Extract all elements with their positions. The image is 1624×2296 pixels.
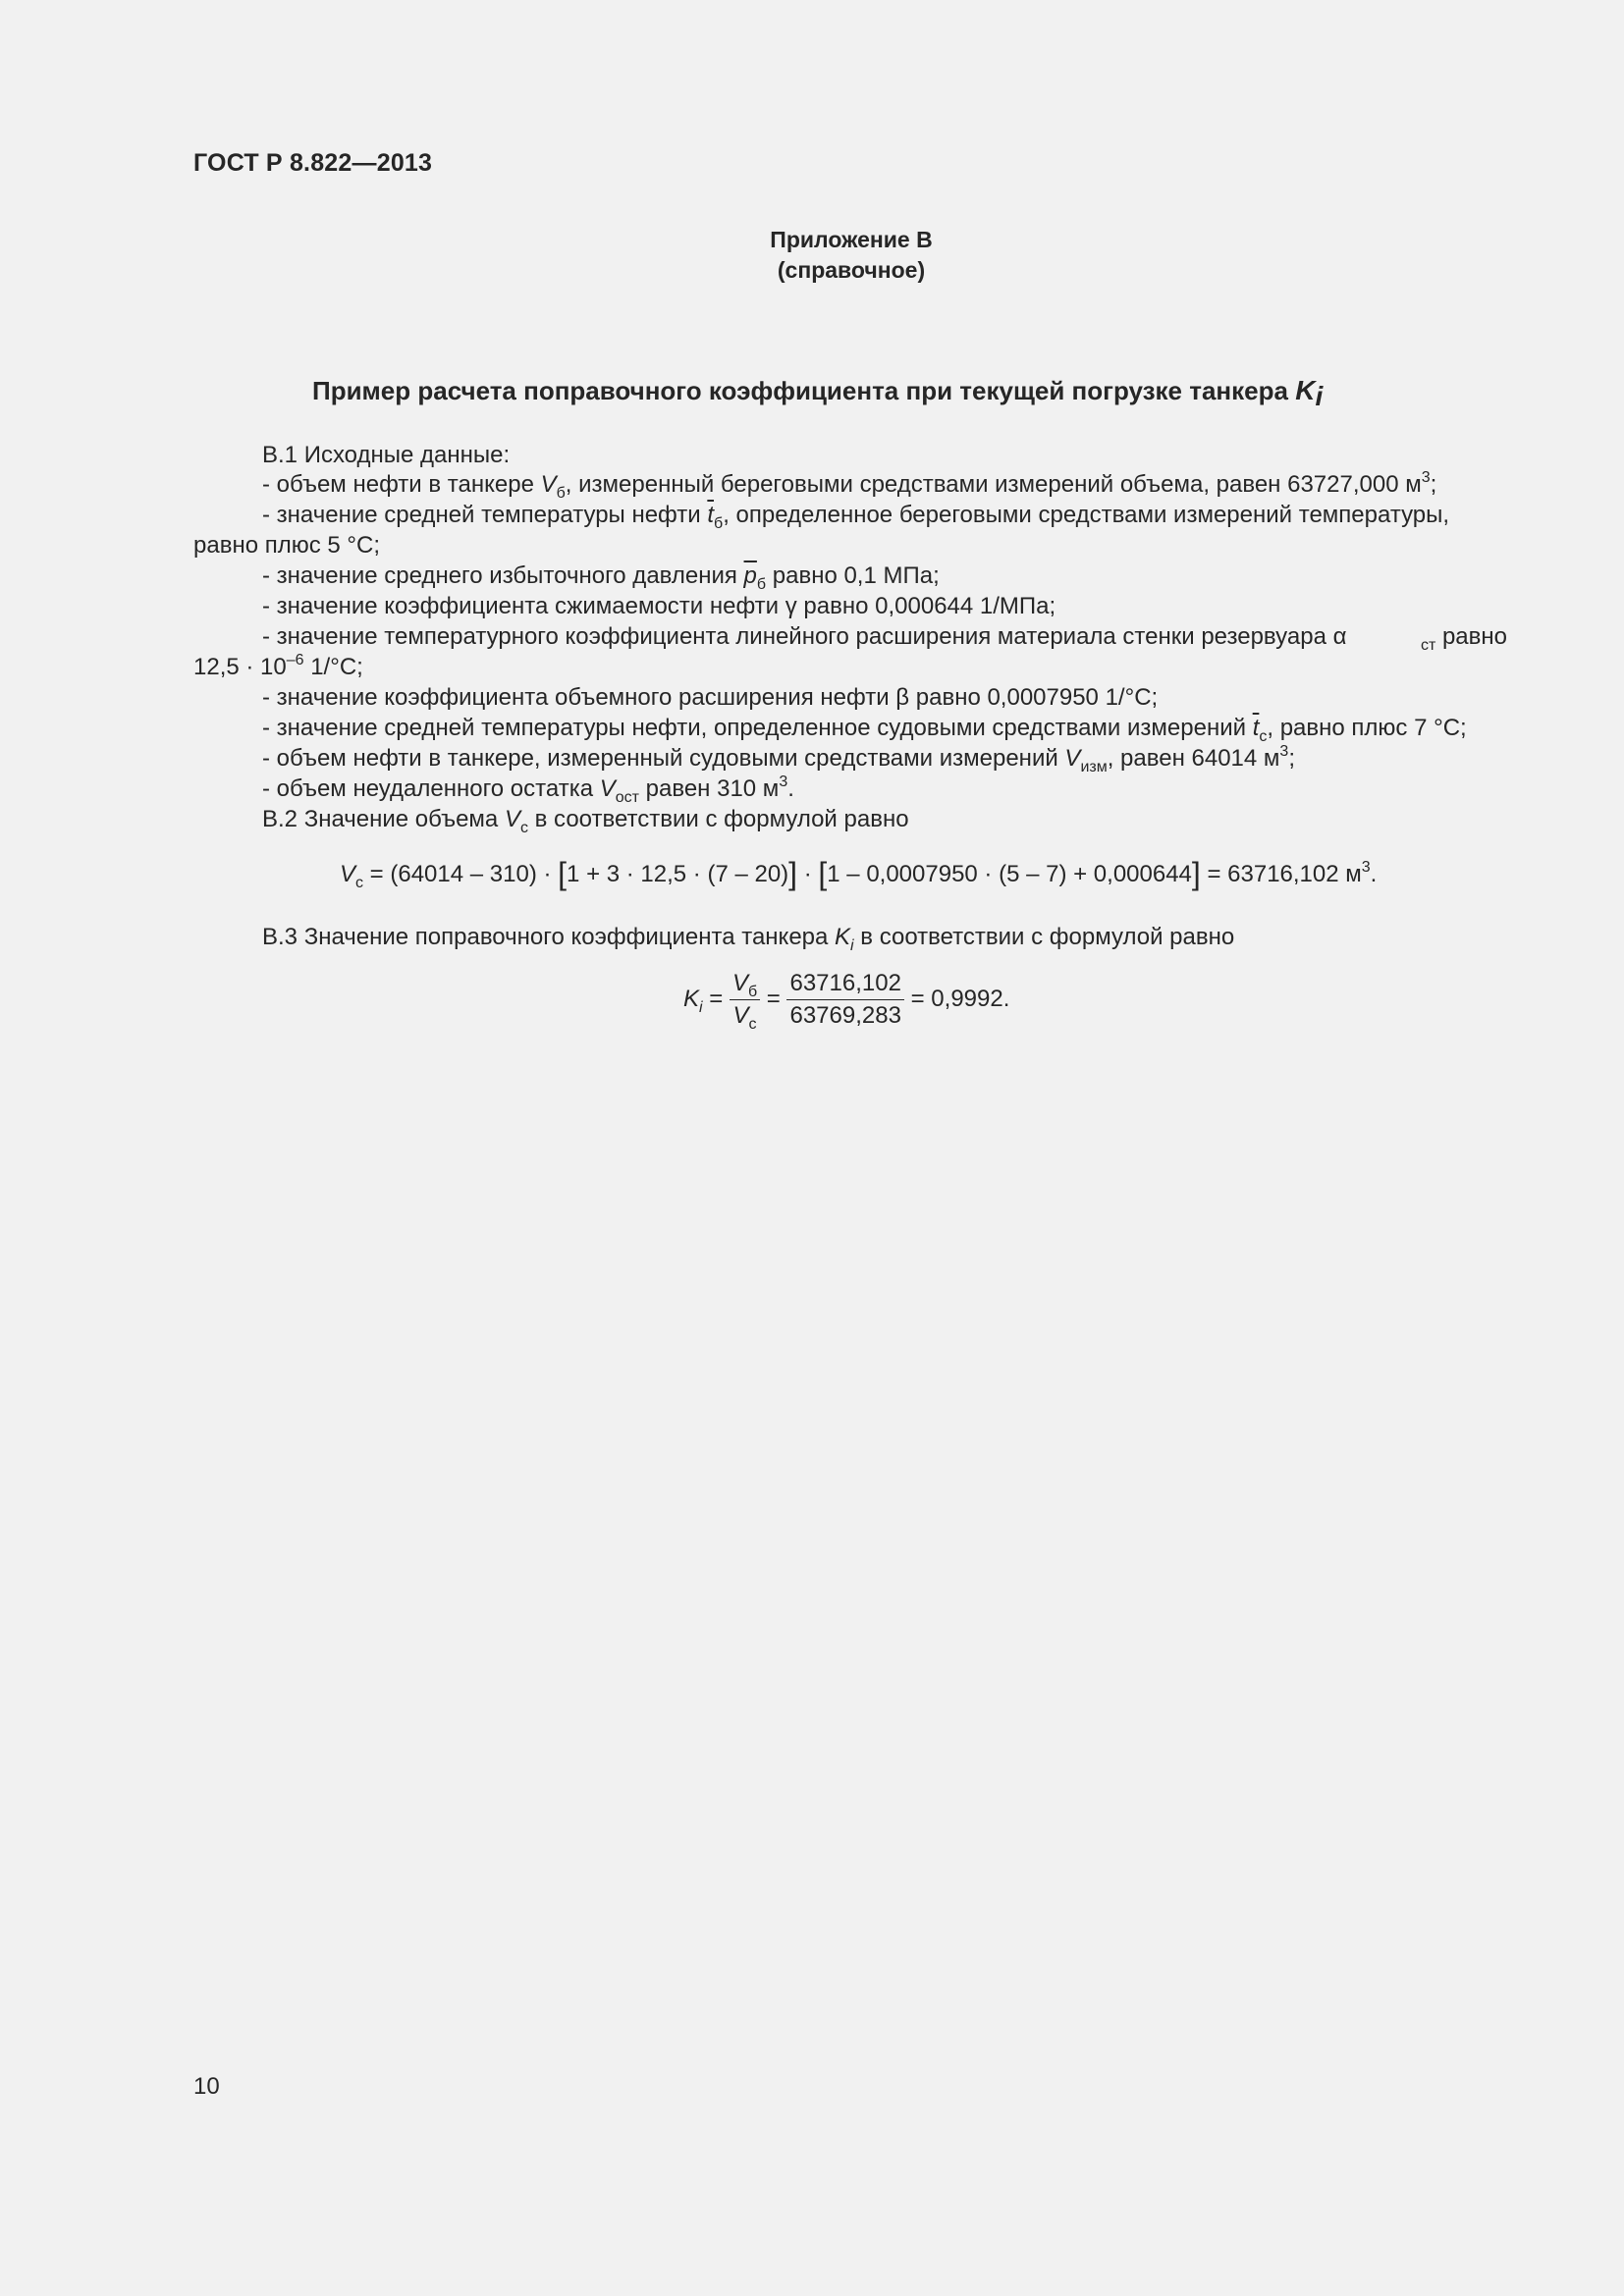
section-title: Пример расчета поправочного коэффициента при текущей погрузке танкера $K_i$ xyxy=(312,375,1324,411)
b1-item-volume-expansion: - значение коэффициента объемного расширения нефти β равно 0,0007950 1/°С; xyxy=(262,684,1159,711)
b2-text: В.2 Значение объема $V_с$ в соответствии с формулой равно xyxy=(262,806,909,836)
formula-ki: $K_i$ = $\frac{V_б}{V_с}$ = $\frac{63716,102}{63769,283}$ = 0,9992. xyxy=(683,970,1010,1033)
b1-heading: В.1 Исходные данные: xyxy=(262,442,511,468)
document-code: ГОСТ Р 8.822—2013 xyxy=(193,149,433,177)
b1-item-ship-temperature: - значение средней температуры нефти, определенное судовыми средствами измерений $\overline{t}_с$, равно плюс 7 °С; xyxy=(262,715,1467,745)
b1-item-shore-temperature: - значение средней температуры нефти $\overline{t}_б$, определенное береговыми средствами измерений температуры, xyxy=(262,502,1450,532)
fraction-ratio: $\frac{V_б}{V_с}$ xyxy=(730,970,760,1029)
b1-item-residue-volume: - объем неудаленного остатка $V_{ост}$ равен 310 $м^3$. xyxy=(262,774,794,806)
appendix-kind: (справочное) xyxy=(777,257,926,283)
b1-item-linear-expansion-cont: $12,5 \cdot 10^{-6}$ 1/°С; xyxy=(193,652,363,680)
b1-item-shore-temperature-cont: равно плюс 5 °С; xyxy=(193,532,380,559)
b1-item-compressibility: - значение коэффициента сжимаемости нефти γ равно 0,000644 1/МПа; xyxy=(262,593,1056,619)
b1-item-ship-shore-volume: - объем нефти в танкере $V_б$, измеренный береговыми средствами измерений объема, равен 63727,000 $м^3$; xyxy=(262,469,1437,502)
b1-item-pressure: - значение среднего избыточного давления $\overline{p}_б$ равно 0,1 МПа; xyxy=(262,562,940,593)
appendix-title: Приложение В xyxy=(770,227,933,252)
formula-vc: $V_с = (64014 - 310) \cdot [1 + 3 \cdot 12,5 \cdot (7 - 20)] \cdot [1 - 0,0007950 \cdot (5 - 7) + 0,000644] = 63716,102$ $м^3$. xyxy=(340,856,1378,891)
b3-text: В.3 Значение поправочного коэффициента танкера $K_i$ в соответствии с формулой равно xyxy=(262,924,1235,954)
fraction-values: $\frac{63716,102}{63769,283}$ xyxy=(786,970,903,1029)
b1-item-linear-expansion: - значение температурного коэффициента линейного расширения материала стенки резервуара α $_{ст}$ равно xyxy=(262,623,1507,654)
page-number: 10 xyxy=(193,2073,220,2100)
b1-item-ship-volume: - объем нефти в танкере, измеренный судовыми средствами измерений $V_{изм}$, равен 64014 $м^3$; xyxy=(262,743,1295,775)
